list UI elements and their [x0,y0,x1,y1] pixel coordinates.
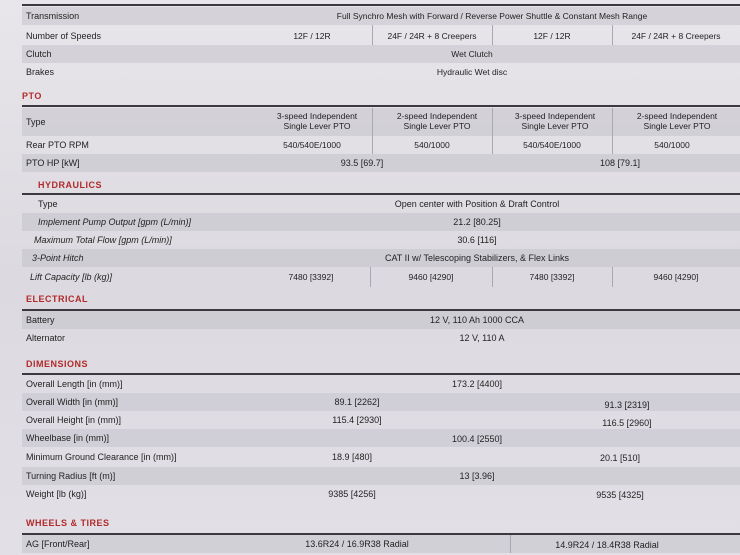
row-value: 12 V, 110 A [459,333,505,343]
cell-2: 540/1000 [414,140,450,150]
section-title: DIMENSIONS [26,359,89,369]
row-label: Weight [lb (kg)] [26,489,87,499]
table-row [22,429,740,447]
table-row [22,7,740,25]
divider [510,535,511,553]
speed-cells [252,25,740,45]
row-value: 12 V, 110 Ah 1000 CCA [429,315,525,325]
row-value-right: 20.1 [510] [599,453,641,463]
row-label: Transmission [26,11,80,21]
pto-hp-left: 93.5 [69.7] [340,158,384,168]
row-value: Wet Clutch [451,49,493,59]
row-label: Rear PTO RPM [26,140,89,150]
row-label: Maximum Total Flow [gpm (L/min)] [34,235,172,245]
row-label: Brakes [26,67,55,77]
cell-3: 540/540E/1000 [523,140,581,150]
table-row [22,375,740,393]
row-label: Turning Radius [ft (m)] [26,471,116,481]
table-row [22,231,740,249]
table-row [22,213,740,231]
cell-2: 9460 [4290] [408,272,454,282]
cell-2: 2-speed Independent Single Lever PTO [396,111,478,131]
row-label: Number of Speeds [26,31,102,41]
table-row [22,195,740,213]
section-title: HYDRAULICS [38,180,103,190]
cell-1: 12F / 12R [293,31,331,41]
row-value: 173.2 [4400] [451,379,503,389]
row-label: Minimum Ground Clearance [in (mm)] [26,452,177,462]
row-label: Type [38,199,58,209]
row-value-left: 13.6R24 / 16.9R38 Radial [305,539,409,549]
row-value: Hydraulic Wet disc [436,67,508,77]
table-row [22,311,740,329]
row-label: Battery [26,315,55,325]
lift-cells [252,267,740,287]
cell-3: 3-speed Independent Single Lever PTO [514,111,596,131]
table-row [22,25,740,45]
row-value: 100.4 [2550] [451,434,503,444]
table-row [22,535,740,553]
table-row [22,249,740,267]
row-value-left: 115.4 [2930] [332,415,382,425]
row-label: Overall Height [in (mm)] [26,415,122,425]
cell-4: 540/1000 [654,140,690,150]
row-label: Overall Length [in (mm)] [26,379,123,389]
cell-3: 7480 [3392] [529,272,575,282]
cell-1: 540/540E/1000 [283,140,341,150]
table-row [22,267,740,287]
row-label: AG [Front/Rear] [26,539,90,549]
divider [612,108,613,136]
section-title: WHEELS & TIRES [26,518,110,528]
cell-2: 24F / 24R + 8 Creepers [387,31,477,41]
row-value: 13 [3.96] [459,471,495,481]
row-value-right: 116.5 [2960] [602,418,652,428]
row-value: Full Synchro Mesh with Forward / Reverse Power Shuttle & Constant Mesh Range [336,11,648,21]
table-row [22,448,740,466]
row-label: Overall Width [in (mm)] [26,397,119,407]
table-row [22,108,740,136]
row-label: Clutch [26,49,52,59]
row-label: 3-Point Hitch [32,253,84,263]
cell-4: 9460 [4290] [653,272,699,282]
row-label: Wheelbase [in (mm)] [26,433,110,443]
row-value: 21.2 [80.25] [453,217,501,227]
pto-hp-right: 108 [79.1] [599,158,641,168]
divider [372,108,373,136]
cell-4: 2-speed Independent Single Lever PTO [636,111,718,131]
row-label: Type [26,117,46,127]
cell-4: 24F / 24R + 8 Creepers [631,31,721,41]
row-value-left: 9385 [4256] [328,489,376,499]
row-value-right: 9535 [4325] [596,490,644,500]
row-label: Lift Capacity [lb (kg)] [30,272,113,282]
row-value-right: 91.3 [2319] [604,400,650,410]
section-title: ELECTRICAL [26,294,88,304]
table-row [22,63,740,81]
table-row [22,393,740,411]
table-row [22,411,740,429]
table-row [22,485,740,503]
cell-3: 12F / 12R [533,31,571,41]
divider [492,108,493,136]
row-value-right: 14.9R24 / 18.4R38 Radial [555,540,659,550]
row-value-left: 18.9 [480] [331,452,373,462]
row-label: Alternator [26,333,66,343]
table-row [22,467,740,485]
row-value-left: 89.1 [2262] [334,397,380,407]
section-rule [22,4,740,6]
row-value: 30.6 [116] [457,235,497,245]
section-title: PTO [22,91,42,101]
row-label: PTO HP [kW] [26,158,80,168]
cell-1: 7480 [3392] [288,272,334,282]
pto-rpm-cells [252,136,740,154]
table-row [22,136,740,154]
table-row [22,154,740,172]
section-rule [22,105,740,107]
row-value: Open center with Position & Draft Control [394,199,560,209]
row-label: Implement Pump Output [gpm (L/min)] [38,217,192,227]
table-row [22,45,740,63]
row-value: CAT II w/ Telescoping Stabilizers, & Flex Links [384,253,570,263]
pto-type-cells [252,108,740,136]
cell-1: 3-speed Independent Single Lever PTO [276,111,358,131]
table-row [22,329,740,347]
